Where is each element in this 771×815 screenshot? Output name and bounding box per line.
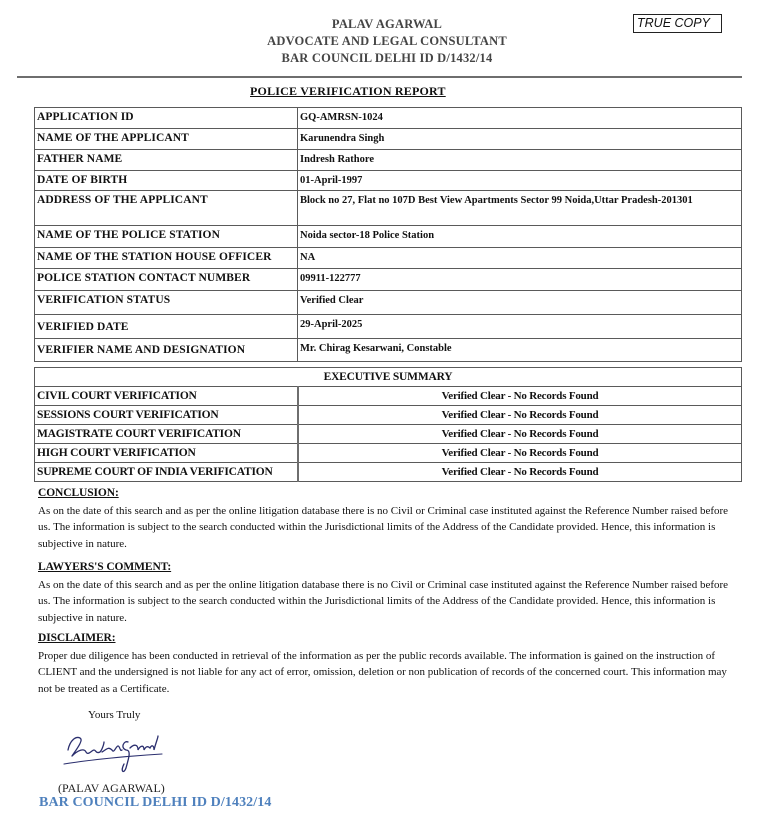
row-value: GQ-AMRSN-1024 [298,108,742,129]
disclaimer-section [38,630,738,697]
signatory-name: (PALAV AGARWAL) [58,781,165,795]
table-row [35,406,742,425]
row-value: NA [298,248,742,269]
table-row [35,425,742,444]
row-label: HIGH COURT VERIFICATION [35,444,299,463]
lawyer-name: PALAV AGARWAL [331,17,443,31]
row-value: Noida sector-18 Police Station [298,226,742,248]
row-value: Verified Clear - No Records Found [298,463,742,482]
row-value: Karunendra Singh [298,129,742,150]
table-row [35,387,742,406]
table-row [35,339,742,362]
row-value: Verified Clear - No Records Found [298,444,742,463]
row-label: MAGISTRATE COURT VERIFICATION [35,425,299,444]
row-label: POLICE STATION CONTACT NUMBER [35,269,298,291]
table-row [35,315,742,339]
closing-salutation: Yours Truly [88,709,141,721]
table-row [35,171,742,191]
row-label: APPLICATION ID [35,108,298,129]
bar-council-id: BAR COUNCIL DELHI ID D/1432/14 [281,51,493,65]
applicant-details-table [34,107,742,362]
disclaimer-heading: DISCLAIMER: [38,632,116,644]
row-value: Verified Clear [298,291,742,315]
row-value: Block no 27, Flat no 107D Best View Apartments Sector 99 Noida,Uttar Pradesh-201301 [298,191,742,226]
table-row [35,108,742,129]
row-value: 01-April-1997 [298,171,742,191]
row-label: DATE OF BIRTH [35,171,298,191]
table-row [35,129,742,150]
signature-icon [58,728,168,778]
table-row [35,191,742,226]
table-row [35,150,742,171]
row-label: NAME OF THE STATION HOUSE OFFICER [35,248,298,269]
disclaimer-text: Proper due diligence has been conducted in retrieval of the information as per the public records available. The information is gained on the instruction of CLIENT and the undersigned is not liable for any act of error, omission, deletion or non publication of records of the concerned court. This information may not be treated as a Certificate. [38,649,727,695]
lawyers-comment-heading: LAWYERS'S COMMENT: [38,561,172,573]
row-label: VERIFICATION STATUS [35,291,298,315]
lawyers-comment-section [38,559,738,626]
signatory-bar-id: BAR COUNCIL DELHI ID D/1432/14 [39,795,272,810]
summary-header-row [35,368,742,387]
header-divider [17,76,742,78]
report-title: POLICE VERIFICATION REPORT [250,84,446,98]
row-label: FATHER NAME [35,150,298,171]
row-value: Indresh Rathore [298,150,742,171]
row-label: NAME OF THE POLICE STATION [35,226,298,248]
table-row [35,444,742,463]
row-value: Verified Clear - No Records Found [298,406,742,425]
conclusion-heading: CONCLUSION: [38,487,119,499]
table-row [35,248,742,269]
row-label: SESSIONS COURT VERIFICATION [35,406,299,425]
lawyer-designation: ADVOCATE AND LEGAL CONSULTANT [267,34,507,48]
true-copy-stamp: TRUE COPY [633,14,722,33]
lawyers-comment-text: As on the date of this search and as per the online litigation database there is no Civil or Criminal case instituted against the Reference Number raised before us. The information is subject to the search conducted within the Jurisdictional limits of the Address of the Candidate provided. Hence, this information is subjective in nature. [38,578,729,624]
row-value: Verified Clear - No Records Found [298,387,742,406]
summary-title: EXECUTIVE SUMMARY [35,368,742,387]
row-value: 29-April-2025 [298,315,742,339]
row-label: ADDRESS OF THE APPLICANT [35,191,298,226]
table-row [35,463,742,482]
row-label: NAME OF THE APPLICANT [35,129,298,150]
row-label: CIVIL COURT VERIFICATION [35,387,299,406]
row-value: 09911-122777 [298,269,742,291]
conclusion-section [38,485,738,552]
conclusion-text: As on the date of this search and as per the online litigation database there is no Civil or Criminal case instituted against the Reference Number raised before us. The information is subject to the search conducted within the Jurisdictional limits of the Address of the Candidate provided. Hence, this information is subjective in nature. [38,504,729,550]
row-label: VERIFIER NAME AND DESIGNATION [35,339,298,362]
row-value: Verified Clear - No Records Found [298,425,742,444]
table-row [35,291,742,315]
row-label: SUPREME COURT OF INDIA VERIFICATION [35,463,299,482]
row-value: Mr. Chirag Kesarwani, Constable [298,339,742,362]
row-label: VERIFIED DATE [35,315,298,339]
table-row [35,269,742,291]
executive-summary-table [34,367,742,482]
table-row [35,226,742,248]
